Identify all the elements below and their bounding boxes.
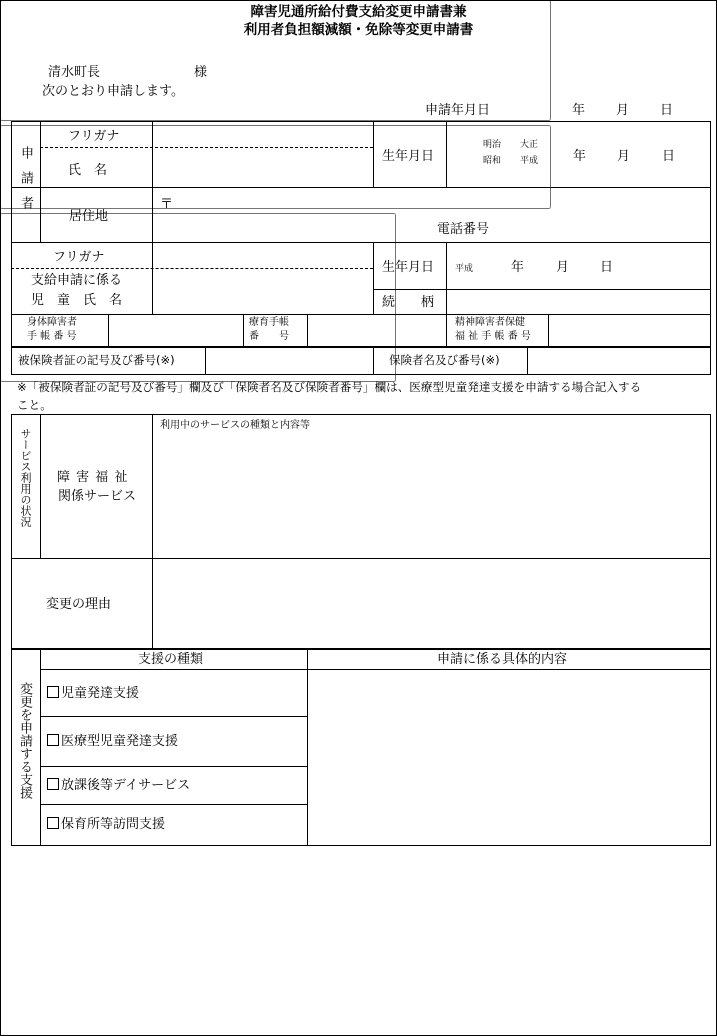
child-name-input[interactable] xyxy=(158,274,368,310)
checkbox-icon[interactable] xyxy=(47,686,59,698)
checkbox-icon[interactable] xyxy=(47,778,59,790)
physical-handbook-label-1: 身体障害者 xyxy=(27,317,77,328)
support-option-child-development[interactable]: 児童発達支援 xyxy=(47,686,139,702)
insured-label: 被保険者証の記号及び番号(※) xyxy=(18,353,175,367)
applicant-name-input[interactable] xyxy=(158,156,368,182)
phone-label: 電話番号 xyxy=(437,222,490,237)
application-date-year: 年 xyxy=(572,103,586,118)
form-title-line1: 障害児通所給付費支給変更申請書兼 xyxy=(250,4,467,20)
application-date-day: 日 xyxy=(660,103,674,118)
service-usage-table xyxy=(11,414,711,559)
insurer-label: 保険者名及び番号(※) xyxy=(389,353,500,367)
checkbox-icon[interactable] xyxy=(47,817,59,829)
reason-label: 変更の理由 xyxy=(46,597,112,612)
insured-input[interactable] xyxy=(210,350,368,370)
applicant-name-label: 氏 名 xyxy=(68,163,108,178)
service-content-label: 利用中のサービスの種類と内容等 xyxy=(160,420,310,431)
application-date-month: 月 xyxy=(616,103,630,118)
applicant-birth-day: 日 xyxy=(662,149,676,164)
era-meiji: 明治 xyxy=(483,140,502,150)
applicant-birth-month: 月 xyxy=(617,149,631,164)
note-line2: こと。 xyxy=(17,398,52,412)
relation-input[interactable] xyxy=(452,292,702,310)
applicant-birth-year: 年 xyxy=(573,149,587,164)
child-birth-month: 月 xyxy=(556,260,570,275)
applicant-birth-label: 生年月日 xyxy=(382,149,435,164)
reason-table xyxy=(11,558,711,649)
applicant-side-label: 申請者 xyxy=(18,146,33,221)
applicant-furigana-input[interactable] xyxy=(158,126,368,144)
era-showa: 昭和 xyxy=(483,156,502,166)
support-option-after-school-day-service[interactable]: 放課後等デイサービス xyxy=(47,778,190,794)
mental-handbook-label-2: 福 祉 手 帳 番 号 xyxy=(455,331,531,342)
relation-label: 続 柄 xyxy=(382,295,435,310)
address-label: 居住地 xyxy=(69,209,109,224)
form-title-line2: 利用者負担額減額・免除等変更申請書 xyxy=(243,22,474,38)
applicant-furigana-label: フリガナ xyxy=(68,129,120,144)
support-type-header: 支援の種類 xyxy=(138,652,204,667)
child-name-label-line2: 児 童 氏 名 xyxy=(31,293,123,308)
ryoiku-handbook-label-2: 番 号 xyxy=(249,331,289,342)
checkbox-icon[interactable] xyxy=(47,734,59,746)
insurer-input[interactable] xyxy=(532,350,704,370)
mental-handbook-input[interactable] xyxy=(553,320,703,340)
era-heisei: 平成 xyxy=(520,156,539,166)
child-furigana-input[interactable] xyxy=(158,247,368,265)
child-birth-day: 日 xyxy=(600,260,614,275)
mental-handbook-label-1: 精神障害者保健 xyxy=(455,317,525,328)
application-date-label: 申請年月日 xyxy=(425,103,491,118)
address-input[interactable] xyxy=(175,194,695,214)
physical-handbook-label-2: 手 帳 番 号 xyxy=(27,331,77,342)
ryoiku-handbook-label-1: 療育手帳 xyxy=(249,317,289,328)
service-category-line2: 関係サービス xyxy=(58,489,137,504)
support-content-header: 申請に係る具体的内容 xyxy=(437,652,568,667)
support-side-label: 変更を申請する支援 xyxy=(17,682,32,799)
addressee-honorific: 様 xyxy=(194,65,208,80)
child-birth-year: 年 xyxy=(511,260,525,275)
service-category-line1: 障 害 福 祉 xyxy=(57,470,129,485)
support-option-nursery-visit[interactable]: 保育所等訪問支援 xyxy=(47,817,165,833)
intro-text: 次のとおり申請します。 xyxy=(42,84,184,99)
postal-mark: 〒 xyxy=(160,197,174,212)
service-usage-side-label: サービス利用の状況 xyxy=(19,428,32,527)
child-era-heisei: 平成 xyxy=(455,264,474,274)
child-furigana-label: フリガナ xyxy=(53,250,105,265)
note-line1: ※「被保険者証の記号及び番号」欄及び「保険者名及び保険者番号」欄は、医療型児童発達支援を申請する場合記入する xyxy=(17,380,642,394)
ryoiku-handbook-input[interactable] xyxy=(312,320,440,340)
child-birth-label: 生年月日 xyxy=(382,260,435,275)
physical-handbook-input[interactable] xyxy=(113,320,238,340)
era-taisho: 大正 xyxy=(520,140,539,150)
support-option-medical-child-development[interactable]: 医療型児童発達支援 xyxy=(47,734,178,750)
addressee-town: 清水町長 xyxy=(48,65,101,80)
child-name-label-line1: 支給申請に係る xyxy=(31,273,123,288)
